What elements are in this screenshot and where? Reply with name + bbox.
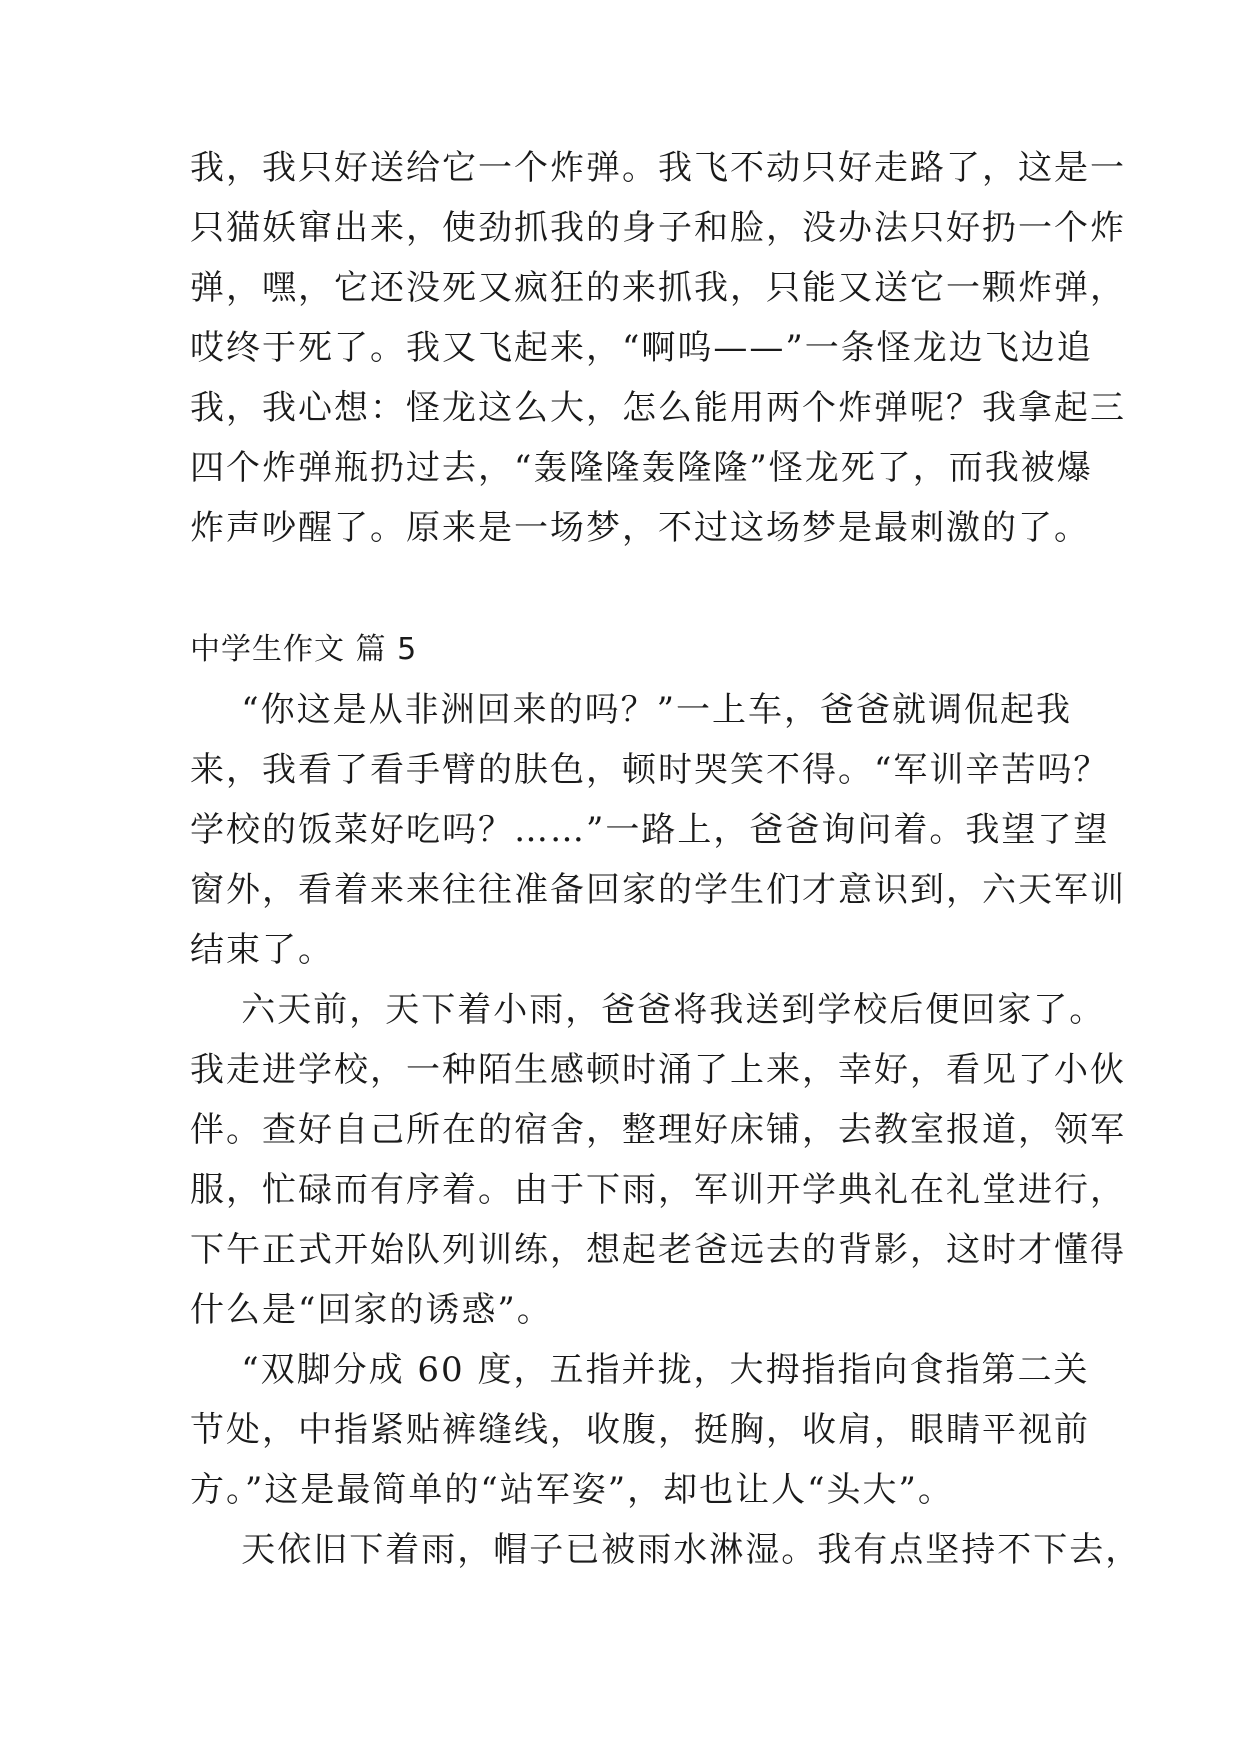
text-line: 服，忙碌而有序着。由于下雨，军训开学典礼在礼堂进行， bbox=[190, 1170, 1126, 1210]
text-line: 节处，中指紧贴裤缝线，收腹，挺胸，收肩，眼睛平视前 bbox=[190, 1410, 1090, 1450]
text-line: 我走进学校，一种陌生感顿时涌了上来，幸好，看见了小伙 bbox=[190, 1050, 1126, 1090]
text-line: 弹，嘿，它还没死又疯狂的来抓我，只能又送它一颗炸弹， bbox=[190, 268, 1126, 308]
text-line: 炸声吵醒了。原来是一场梦，不过这场梦是最刺激的了。 bbox=[190, 508, 1090, 548]
text-line: 方。”这是最简单的“站军姿”，却也让人“头大”。 bbox=[190, 1470, 954, 1510]
text-line: 来，我看了看手臂的肤色，顿时哭笑不得。“军训辛苦吗？ bbox=[190, 750, 1110, 790]
text-line: 四个炸弹瓶扔过去，“轰隆隆轰隆隆”怪龙死了，而我被爆 bbox=[190, 448, 1093, 488]
text-line: 哎终于死了。我又飞起来，“啊呜——”一条怪龙边飞边追 bbox=[190, 328, 1093, 368]
essay-heading: 中学生作文 篇 5 bbox=[190, 632, 418, 667]
text-line: 伴。查好自己所在的宿舍，整理好床铺，去教室报道，领军 bbox=[190, 1110, 1126, 1150]
text-line: 窗外，看着来来往往准备回家的学生们才意识到，六天军训 bbox=[190, 870, 1126, 910]
text-line: 我，我心想：怪龙这么大，怎么能用两个炸弹呢？我拿起三 bbox=[190, 388, 1126, 428]
text-line: “双脚分成 60 度，五指并拢，大拇指指向食指第二关 bbox=[190, 1350, 1090, 1390]
text-line: “你这是从非洲回来的吗？”一上车，爸爸就调侃起我 bbox=[190, 690, 1072, 730]
text-line: 只猫妖窜出来，使劲抓我的身子和脸，没办法只好扔一个炸 bbox=[190, 208, 1126, 248]
text-line: 六天前，天下着小雨，爸爸将我送到学校后便回家了。 bbox=[190, 990, 1106, 1030]
text-line: 下午正式开始队列训练，想起老爸远去的背影，这时才懂得 bbox=[190, 1230, 1126, 1270]
story-ending-paragraph bbox=[190, 138, 1126, 558]
text-line: 结束了。 bbox=[190, 930, 334, 970]
text-line: 天依旧下着雨，帽子已被雨水淋湿。我有点坚持不下去， bbox=[190, 1530, 1142, 1570]
essay-body bbox=[190, 680, 1142, 1580]
text-line: 学校的饭菜好吃吗？……”一路上，爸爸询问着。我望了望 bbox=[190, 810, 1110, 850]
text-line: 什么是“回家的诱惑”。 bbox=[190, 1290, 553, 1330]
text-line: 我，我只好送给它一个炸弹。我飞不动只好走路了，这是一 bbox=[190, 148, 1126, 188]
